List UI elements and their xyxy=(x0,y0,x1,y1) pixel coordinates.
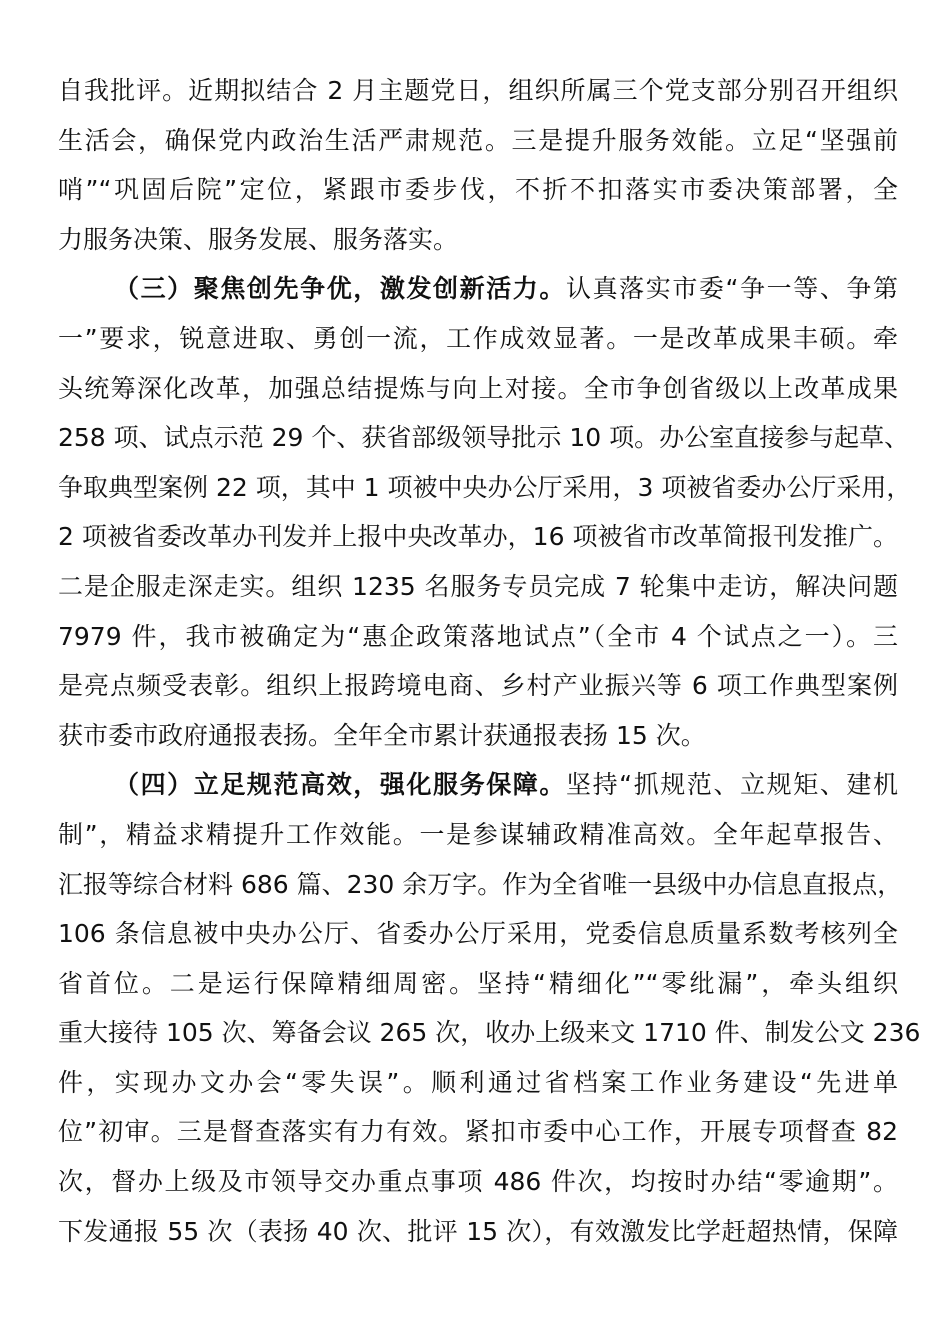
heading-line-rest: 坚持“抓规范、立规矩、建机 xyxy=(566,770,899,800)
section-heading-3: （三）聚焦创先争优，激发创新活力。 xyxy=(114,274,566,304)
section-heading-4: （四）立足规范高效，强化服务保障。 xyxy=(114,770,566,800)
text-line: 下发通报 55 次（表扬 40 次、批评 15 次），有效激发比学赶超热情，保障 xyxy=(58,1216,898,1246)
paragraph-service-guarantee xyxy=(58,760,921,1256)
text-line: 获市委市政府通报表扬。全年全市累计获通报表扬 15 次。 xyxy=(58,720,706,750)
text-line: 生活会，确保党内政治生活严肃规范。三是提升服务效能。立足“坚强前 xyxy=(58,125,898,155)
text-line: 次，督办上级及市领导交办重点事项 486 件次，均按时办结“零逾期”。 xyxy=(58,1167,898,1197)
text-line: 制”，精益求精提升工作效能。一是参谋辅政精准高效。全年起草报告、 xyxy=(58,819,898,849)
text-line: 哨”“巩固后院”定位，紧跟市委步伐，不折不扣落实市委决策部署，全 xyxy=(58,175,898,205)
heading-line-rest: 认真落实市委“争一等、争第 xyxy=(566,274,899,304)
text-line: 二是企服走深走实。组织 1235 名服务专员完成 7 轮集中走访，解决问题 xyxy=(58,571,898,601)
text-line: 7979 件，我市被确定为“惠企政策落地试点”（全市 4 个试点之一）。三 xyxy=(58,621,898,651)
text-line: 汇报等综合材料 686 篇、230 余万字。作为全省唯一县级中办信息直报点， xyxy=(58,869,903,899)
text-line xyxy=(58,760,898,810)
text-line: 争取典型案例 22 项，其中 1 项被中央办公厅采用，3 项被省委办公厅采用， xyxy=(58,472,912,502)
text-line: 258 项、试点示范 29 个、获省部级领导批示 10 项。办公室直接参与起草、 xyxy=(58,423,910,453)
text-line xyxy=(58,264,898,314)
text-line: 106 条信息被中央办公厅、省委办公厅采用，党委信息质量系数考核列全 xyxy=(58,919,898,949)
text-line: 重大接待 105 次、筹备会议 265 次，收办上级来文 1710 件、制发公文 236 xyxy=(58,1018,921,1048)
text-line: 位”初审。三是督查落实有力有效。紧扣市委中心工作，开展专项督查 82 xyxy=(58,1117,898,1147)
text-line: 件，实现办文办会“零失误”。顺利通过省档案工作业务建设“先进单 xyxy=(58,1067,898,1097)
text-line: 省首位。二是运行保障精细周密。坚持“精细化”“零纰漏”，牵头组织 xyxy=(58,968,898,998)
text-line: 是亮点频受表彰。组织上报跨境电商、乡村产业振兴等 6 项工作典型案例 xyxy=(58,671,898,701)
text-line: 2 项被省委改革办刊发并上报中央改革办，16 项被省市改革简报刊发推广。 xyxy=(58,522,898,552)
paragraph-innovation xyxy=(58,264,912,760)
text-line: 一”要求，锐意进取、勇创一流，工作成效显著。一是改革成果丰硕。牵 xyxy=(58,323,898,353)
document-page xyxy=(58,66,921,1256)
paragraph-self-criticism xyxy=(58,66,898,264)
text-line: 自我批评。近期拟结合 2 月主题党日，组织所属三个党支部分别召开组织 xyxy=(58,76,898,105)
text-line: 头统筹深化改革，加强总结提炼与向上对接。全市争创省级以上改革成果 xyxy=(58,373,898,403)
text-line: 力服务决策、服务发展、服务落实。 xyxy=(58,224,459,254)
